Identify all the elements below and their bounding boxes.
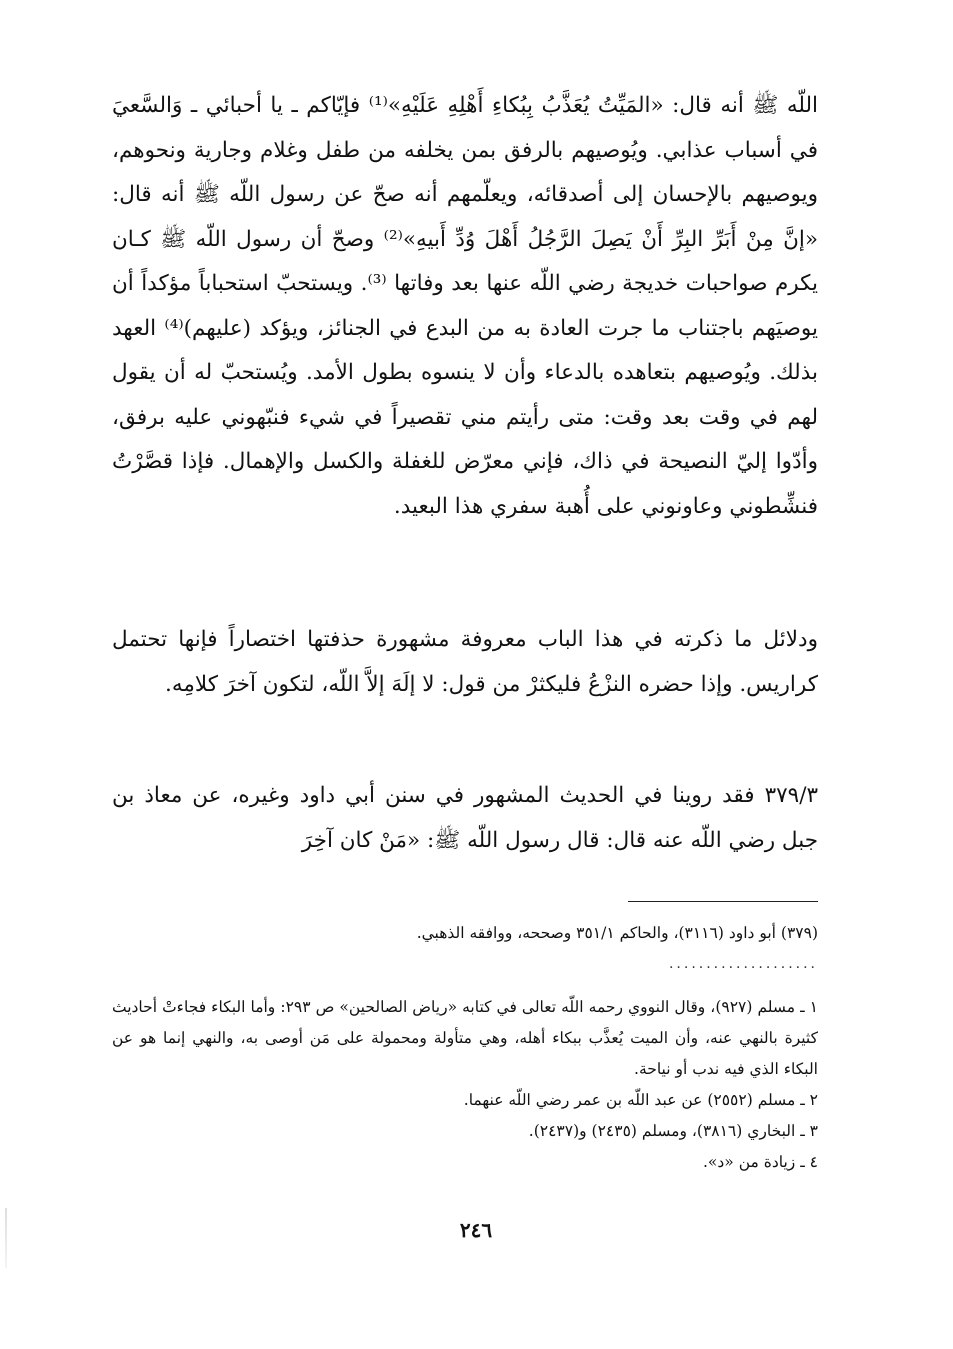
footnote-2: ٢ ـ مسلم (٢٥٥٢) عن عبد اللّه بن عمر رضي اللّه عنهما. [463, 1091, 818, 1109]
footnote-1: ١ ـ مسلم (٩٢٧)، وقال النووي رحمه اللّه تعالى في كتابه «رياض الصالحين» ص ٢٩٣: وأما البكاء فجاءتْ أحاديث كثيرة بالنهي عنه، وأن الميت يُعذَّب ببكاء أهله، وهي متأولة ومحمولة على مَن أوصى به، والنهي إنما هو عن البكاء الذي فيه ندب أو نياحة. [112, 998, 818, 1078]
hadith-source-note: (٣٧٩) أبو داود (٣١١٦)، والحاكم ٣٥١/١ وصححه، ووافقه الذهبي. [416, 924, 818, 942]
footnote-4: ٤ ـ زيادة من «د». [702, 1153, 818, 1171]
footnote-rule [628, 901, 818, 902]
main-paragraph-1: اللّه ﷺ أنه قال: «المَيِّتُ يُعَذَّبُ بِبُكاءِ أَهْلِهِ عَلَيْهِ»⁽¹⁾ فإيّاكم ـ يا أحبائي ـ وَالسَّعيَ في أسباب عذابي. ويُوصيهم بالرفق بمن يخلفه من طفل وغلام وجارية ونحوهم، ويوصيهم بالإحسان إلى أصدقائه، ويعلّمهم أنه صحّ عن رسول اللّه ﷺ أنه قال: «إنَّ مِنْ أَبَرِّ البِرِّ أَنْ يَصِلَ الرَّجُلُ أَهْلَ وُدِّ أَبيهِ»⁽²⁾ وصحّ أن رسول اللّه ﷺ كـان يكرم صواحبات خديجة رضي اللّه عنها بعد وفاتها ⁽³⁾. ويستحبّ استحباباً مؤكداً أن يوصيَهم باجتناب ما جرت العادة به من البدع في الجنائز، ويؤكد (عليهم)⁽⁴⁾ العهد بذلك. ويُوصيهم بتعاهده بالدعاء وأن لا ينسوه بطول الأمد. ويُستحبّ له أن يقول لهم في وقت بعد وقت: متى رأيتم مني تقصيراً في شيء فنبّهوني عليه برفق، وأدّوا إليّ النصيحة في ذاك، فإني معرّض للغفلة والكسل والإهمال. فإذا قصَّرْتُ فنشِّطوني وعاونوني على أُهبة سفري هذا البعيد. [112, 93, 818, 519]
scan-edge-mark [5, 1208, 7, 1268]
main-paragraph-3: ٣٧٩/٣ فقد روينا في الحديث المشهور في سنن أبي داود وغيره، عن معاذ بن جبل رضي اللّه عنه قال: قال رسول اللّه ﷺ: «مَنْ كان آخِرَ [112, 783, 818, 853]
footnote-dotted-separator: .................... [668, 956, 818, 972]
main-paragraph-2: ودلائل ما ذكرته في هذا الباب معروفة مشهورة حذفتها اختصاراً فإنها تحتمل كراريس. وإذا حضره النزْعُ فليكثرْ من قول: لا إلَهَ إلاَّ اللّه، لتكون آخرَ كلامِه. [112, 627, 818, 697]
footnote-3: ٣ ـ البخاري (٣٨١٦)، ومسلم (٢٤٣٥) و(٢٤٣٧). [528, 1122, 818, 1140]
page-number: ٢٤٦ [459, 1218, 493, 1242]
